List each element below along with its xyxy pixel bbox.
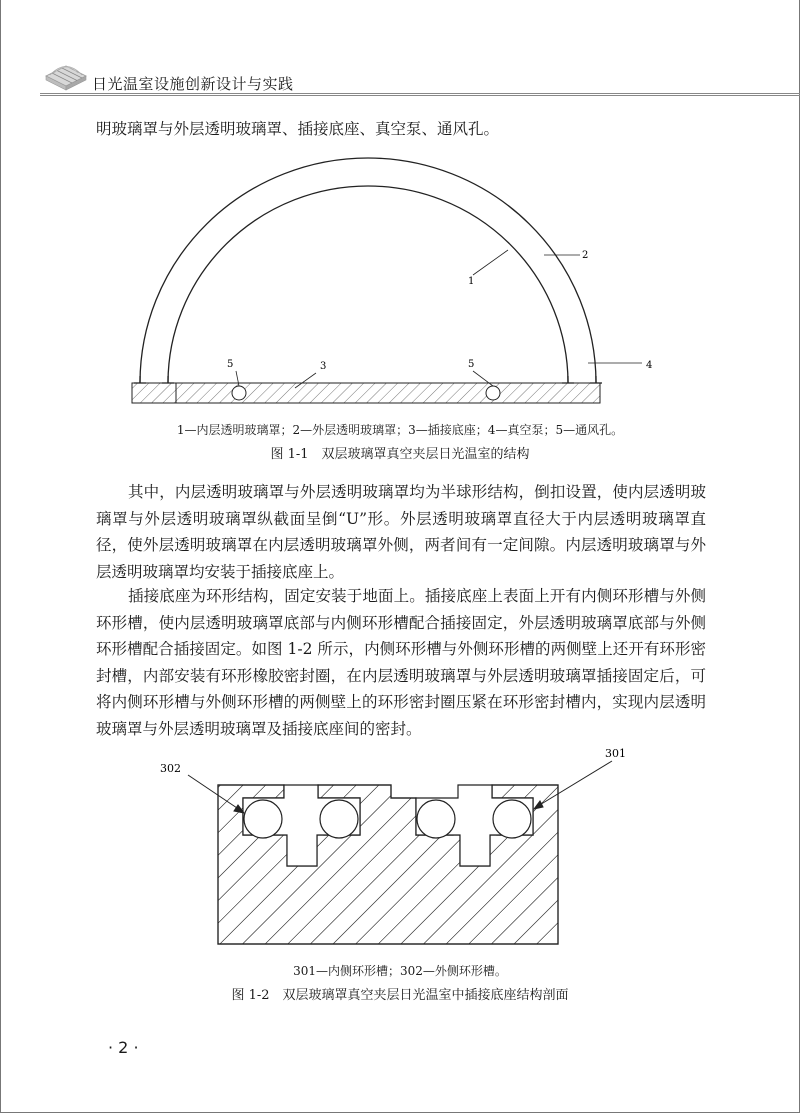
label-4: 4 [646, 360, 653, 371]
vent-hole-right [486, 386, 500, 400]
seal-ring-4 [493, 800, 531, 838]
label-5-right: 5 [468, 359, 475, 370]
insertion-base [132, 383, 600, 403]
label-2: 2 [582, 250, 589, 261]
label-1: 1 [468, 276, 475, 287]
seal-ring-1 [244, 800, 282, 838]
figure-1-1 [110, 150, 670, 414]
figure-1-2-caption: 图 1-2 双层玻璃罩真空夹层日光温室中插接底座结构剖面 [231, 988, 569, 1003]
header-rule-top [40, 93, 800, 94]
label-3: 3 [320, 361, 327, 372]
paragraph-1: 其中，内层透明玻璃罩与外层透明玻璃罩均为半球形结构，倒扣设置，使内层透明玻璃罩与外层透明玻璃罩纵截面呈倒“U”形。外层透明玻璃罩直径大于内层透明玻璃罩直径，使外层透明玻璃罩在内层透明玻璃罩外侧，两者间有一定间隙。内层透明玻璃罩与外层透明玻璃罩均安装于插接底座上。 [96, 483, 706, 581]
label-301: 301 [605, 747, 626, 760]
figure-1-1-caption: 图 1-1 双层玻璃罩真空夹层日光温室的结构 [270, 447, 530, 462]
book-title: 日光温室设施创新设计与实践 [92, 75, 294, 93]
label-5-left: 5 [227, 359, 234, 370]
page-number: · 2 · [108, 1038, 139, 1057]
greenhouse-logo-icon [44, 58, 88, 96]
paragraph-0: 明玻璃罩与外层透明玻璃罩、插接底座、真空泵、通风孔。 [96, 120, 500, 138]
outer-glass-dome [140, 158, 596, 383]
figure-1-1-legend: 1—内层透明玻璃罩；2—外层透明玻璃罩；3—插接底座；4—真空泵；5—通风孔。 [176, 423, 624, 437]
header-rule-bottom [40, 95, 800, 96]
inner-glass-dome [168, 186, 568, 383]
paragraph-2: 插接底座为环形结构，固定安装于地面上。插接底座上表面上开有内侧环形槽与外侧环形槽，使内层透明玻璃罩底部与内侧环形槽配合插接固定，外层透明玻璃罩底部与外侧环形槽配合插接固定。如图 1-2 所示，内侧环形槽与外侧环形槽的两侧壁上还开有环形密封槽，内部安装有环形橡胶密封圈，在内层透明玻璃罩与外层透明玻璃罩插接固定后，可将内侧环形槽与外侧环形槽的两侧壁上的环形密封圈压紧在环形密封槽内，实现内层透明玻璃罩与外层透明玻璃罩及插接底座间的密封。 [96, 587, 706, 738]
seal-ring-2 [320, 800, 358, 838]
figure-1-2-legend: 301—内侧环形槽；302—外侧环形槽。 [293, 964, 507, 978]
label-302: 302 [160, 762, 181, 775]
figure-1-2 [150, 742, 650, 966]
seal-ring-3 [417, 800, 455, 838]
vent-hole-left [232, 386, 246, 400]
